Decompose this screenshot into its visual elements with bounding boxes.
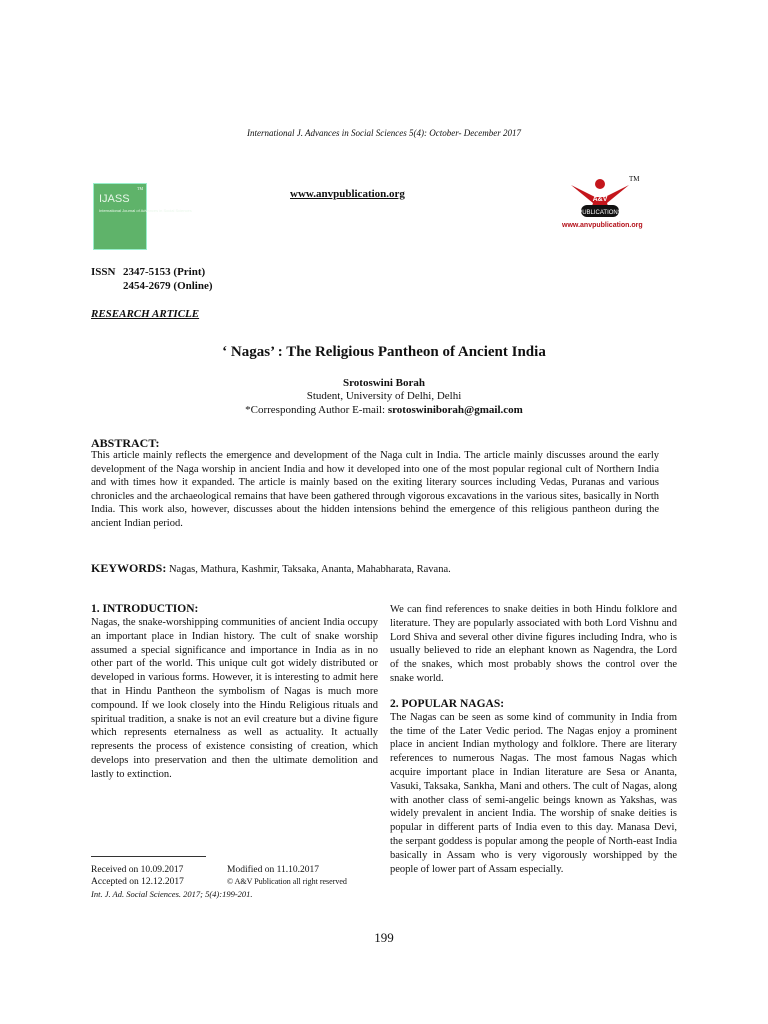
corr-label: *Corresponding Author E-mail: xyxy=(245,404,386,416)
abstract-text: This article mainly reflects the emergence and development of the Naga cult in India. The article mainly discusses around the early development of the Naga worship in ancient India and how it developed into one of the most popular regional cult of Northern India and with times how it expanded. The article is mainly based on the exiting literary sources including Vedas, Puranas and various chronicles and the archaeological remains that have been gathered through vigorous excavations in the various sites, basically in North India. This work also, however, discusses about the hidden intensions behind the emergence of this religious pantheon during the ancient Indian period. xyxy=(91,450,659,529)
keywords-text: Nagas, Mathura, Kashmir, Taksaka, Ananta, Mahabharata, Ravana. xyxy=(168,564,451,575)
publisher-logo-icon xyxy=(565,175,635,223)
intro-heading: 1. INTRODUCTION: xyxy=(91,603,199,615)
corresponding-author xyxy=(0,404,768,416)
cover-tm: TM xyxy=(137,186,143,191)
author-affiliation: Student, University of Delhi, Delhi xyxy=(306,390,462,402)
cover-title: IJASS xyxy=(99,193,130,205)
page-number: 199 xyxy=(374,930,394,945)
copyright: © A&V Publication all right reserved xyxy=(227,877,347,886)
logo-pub-text: PUBLICATIONS xyxy=(578,210,622,216)
website-link[interactable]: www.anvpublication.org xyxy=(290,188,405,200)
abstract-heading: ABSTRACT: xyxy=(91,436,160,450)
logo-av-text: A&V xyxy=(592,196,608,203)
issn-online: 2454-2679 (Online) xyxy=(123,280,213,292)
article-dates xyxy=(91,864,347,900)
popular-nagas-heading: 2. POPULAR NAGAS: xyxy=(390,697,505,710)
keywords xyxy=(91,561,659,576)
journal-header: International J. Advances in Social Sciences 5(4): October- December 2017 xyxy=(246,128,522,138)
modified-date: Modified on 11.10.2017 xyxy=(227,865,320,875)
keywords-heading: KEYWORDS: xyxy=(91,561,167,575)
author-email[interactable]: srotoswiniborah@gmail.com xyxy=(387,404,523,416)
intro-text: Nagas, the snake-worshipping communities of ancient India occupy an important place in Indian history. The cult of snake worship assumed a special significance and importance in India as in no other part of the world. This unique cult got widely distributed or developed in various forms. However, it is interesting to admit here that in Hindu Pantheon the symbolism of Nagas is much more compound. If we look closely into the Hindu Religious rituals and spiritual tradition, a snake is not an evil creature but a divine figure which represents eternalness as well as actuality. It actually represents the process of existence consisting of creation, which develops into preservation and then the ultimate demolition and lastly to extinction. xyxy=(91,617,378,780)
column-right xyxy=(390,603,677,876)
logo-url: www.anvpublication.org xyxy=(562,222,643,229)
cover-subtitle: International Journal of Advances in Social Sciences xyxy=(99,208,192,213)
references-paragraph: We can find references to snake deities in both Hindu folklore and literature. They are popularly associated with both Lord Vishnu and Lord Shiva and several other divine figures including Indra, who is usually believed to ride an elephant known as Nagendra, the Lord of the snakes, which most probably shows the control over the snake world. xyxy=(390,604,677,684)
publisher-logo xyxy=(562,175,647,235)
column-left xyxy=(91,603,378,782)
footnote-divider xyxy=(91,856,206,857)
issn-label: ISSN xyxy=(91,266,116,278)
author-name: Srotoswini Borah xyxy=(342,377,425,389)
article-title: ‘ Nagas’ : The Religious Pantheon of Ancient India xyxy=(222,344,546,360)
article-type: RESEARCH ARTICLE xyxy=(91,308,200,320)
received-date: Received on 10.09.2017 xyxy=(91,865,184,875)
citation: Int. J. Ad. Social Sciences. 2017; 5(4):199-201. xyxy=(91,889,253,899)
issn-block xyxy=(91,265,213,293)
logo-tm: TM xyxy=(629,175,640,183)
issn-print: 2347-5153 (Print) xyxy=(123,266,206,278)
popular-nagas-text: The Nagas can be seen as some kind of community in India from the time of the Later Vedic period. The Nagas enjoy a prominent place in ancient Indian mythology and folklore. There are literary references to numerous Nagas. The most famous Nagas which acquire important place in Indian literature are Sesa or Ananta, Vasuki, Taksaka, Sankha, Mani and others. The cult of Nagas, along with another class of semi-angelic beings known as Yakshas, was widely prevalent in ancient India. The worship of snake deities is popular in different parts of India even to this day. Manasa Devi, the serpant goddess is popular among the people of North-east India basically in Assam who is very vigorously worshipped by the people of lower part of Assam especially. xyxy=(390,711,677,875)
accepted-date: Accepted on 12.12.2017 xyxy=(91,877,184,887)
journal-cover-image xyxy=(93,183,192,250)
